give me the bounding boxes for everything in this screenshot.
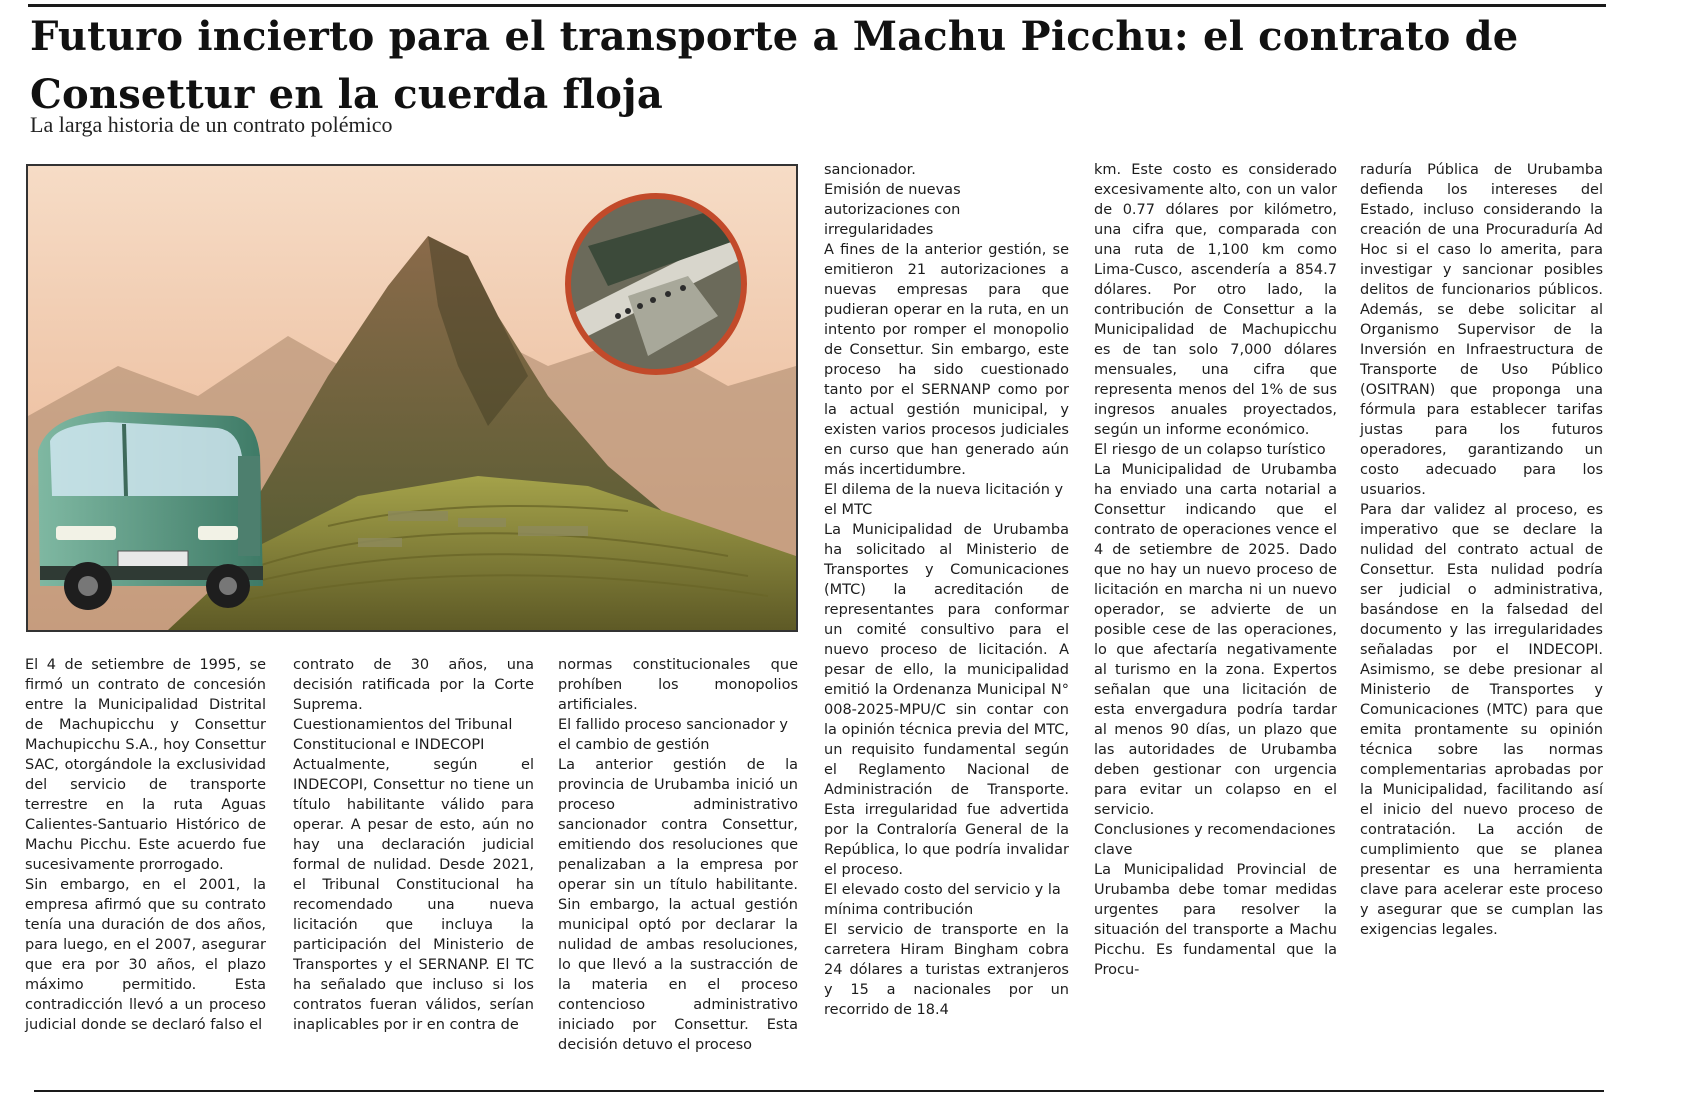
article-photo	[26, 164, 798, 632]
subheading: El dilema de la nueva licitación y el MTC	[824, 482, 1064, 518]
article-column-4	[824, 160, 1069, 1020]
paragraph: Sin embargo, en el 2001, la empresa afirmó que su contrato tenía una duración de dos años, para luego, en el 2007, asegurar que era por 30 años, el plazo máximo permitido. Esta contradicción llevó a un proceso judicial donde se declaró falso el	[25, 877, 266, 1033]
paragraph: La anterior gestión de la provincia de Urubamba inició un proceso administrativo sancionador contra Consettur, emitiendo dos resoluciones que penalizaban a la empresa por operar sin un título habilitante. Sin embargo, la actual gestión municipal optó por declarar la nulidad de ambas resoluciones, lo que llevó a la sustracción de la materia en el proceso contencioso administrativo iniciado por Consettur. Esta decisión detuvo el proceso	[558, 757, 798, 1053]
tour-bus	[38, 411, 263, 610]
subheading: Conclusiones y recomendaciones clave	[1094, 822, 1336, 858]
article-headline: Futuro incierto para el transporte a Machu Picchu: el contrato de Consettur en la cuerda floja	[30, 13, 1519, 118]
paragraph: Para dar validez al proceso, es imperativo que se declare la nulidad del contrato actual de Consettur. Esta nulidad podría ser judicial o administrativa, basándose en la falsedad del documento y las irregularidades señaladas por el INDECOPI. Asimismo, se debe presionar al Ministerio de Transportes y Comunicaciones (MTC) para que emita prontamente su opinión técnica sobre las normas complementarias aprobadas por la Municipalidad, facilitando así el inicio del nuevo proceso de contratación. La acción de cumplimiento que se planea presentar es una herramienta clave para acelerar este proceso y asegurar que se cumplan las exigencias legales.	[1360, 502, 1603, 938]
subheading: Emisión de nuevas autorizaciones con irregularidades	[824, 182, 961, 238]
bottom-rule	[34, 1090, 1604, 1092]
paragraph: La Municipalidad de Urubamba ha solicitado al Ministerio de Transportes y Comunicaciones (MTC) la acreditación de representantes para conformar un comité consultivo para el nuevo proceso de licitación. A pesar de ello, la municipalidad emitió la Ordenanza Municipal N° 008-2025-MPU/C sin contar con la opinión técnica previa del MTC, un requisito fundamental según el Reglamento Nacional de Administración de Transporte. Esta irregularidad fue advertida por la Contraloría General de la República, lo que podría invalidar el proceso.	[824, 522, 1069, 878]
subheading: El riesgo de un colapso turístico	[1094, 442, 1326, 458]
top-rule	[28, 4, 1606, 7]
paragraph: km. Este costo es considerado excesivamente alto, con un valor de 0.77 dólares por kilómetro, una cifra que, comparada con una ruta de 1,100 km como Lima-Cusco, ascendería a 854.7 dólares. Por otro lado, la contribución de Consettur a la Municipalidad de Machupicchu es de tan solo 7,000 dólares mensuales, una cifra que representa menos del 1% de sus ingresos anuales proyectados, según un informe económico.	[1094, 162, 1337, 438]
article-column-1	[25, 655, 266, 1035]
paragraph: A fines de la anterior gestión, se emitieron 21 autorizaciones a nuevas empresas para que pudieran operar en la ruta, en un intento por romper el monopolio de Consettur. Sin embargo, este proceso ha sido cuestionado tanto por el SERNANP como por la actual gestión municipal, y existen varios procesos judiciales en curso que han generado aún más incertidumbre.	[824, 242, 1069, 478]
article-column-6	[1360, 160, 1603, 940]
subheading: El fallido proceso sancionador y el cambio de gestión	[558, 717, 789, 753]
subheading: El elevado costo del servicio y la mínima contribución	[824, 882, 1061, 918]
article-deck: La larga historia de un contrato polémico	[30, 112, 393, 137]
subheading: Cuestionamientos del Tribunal Constitucional e INDECOPI	[293, 717, 513, 753]
paragraph: sancionador.	[824, 162, 916, 178]
article-column-2	[293, 655, 534, 1035]
paragraph: contrato de 30 años, una decisión ratificada por la Corte Suprema.	[293, 657, 534, 713]
paragraph: normas constitucionales que prohíben los monopolios artificiales.	[558, 657, 798, 713]
machu-picchu-bus-illustration	[28, 166, 796, 630]
paragraph: El 4 de setiembre de 1995, se firmó un contrato de concesión entre la Municipalidad Distrital de Machupicchu y Consettur Machupicchu S.A., hoy Consettur SAC, otorgándole la exclusividad del servicio de transporte terrestre en la ruta Aguas Calientes-Santuario Histórico de Machu Picchu. Este acuerdo fue sucesivamente prorrogado.	[25, 657, 266, 873]
paragraph: La Municipalidad de Urubamba ha enviado una carta notarial a Consettur indicando que el contrato de operaciones vence el 4 de setiembre de 2025. Dado que no hay un nuevo proceso de licitación en marcha ni un nuevo operador, se advierte de un posible cese de las operaciones, lo que afectaría negativamente al turismo en la zona. Expertos señalan que una licitación de esta envergadura podría tardar al menos 90 días, un plazo que las autoridades de Urubamba deben gestionar con urgencia para evitar un colapso en el servicio.	[1094, 462, 1337, 818]
paragraph: El servicio de transporte en la carretera Hiram Bingham cobra 24 dólares a turistas extranjeros y 15 a nacionales por un recorrido de 18.4	[824, 922, 1069, 1018]
paragraph: raduría Pública de Urubamba defienda los intereses del Estado, incluso considerando la creación de una Procuraduría Ad Hoc si el caso lo amerita, para investigar y sancionar posibles delitos de funcionarios públicos. Además, se debe solicitar al Organismo Supervisor de la Inversión en Infraestructura de Transporte de Uso Público (OSITRAN) que proponga una fórmula para establecer tarifas justas para los futuros operadores, garantizando un costo adecuado para los usuarios.	[1360, 162, 1603, 498]
article-column-5	[1094, 160, 1337, 980]
paragraph: La Municipalidad Provincial de Urubamba debe tomar medidas urgentes para resolver la situación del transporte a Machu Picchu. Es fundamental que la Procu-	[1094, 862, 1337, 978]
paragraph: Actualmente, según el INDECOPI, Consettur no tiene un título habilitante válido para operar. A pesar de esto, aún no hay una declaración judicial formal de nulidad. Desde 2021, el Tribunal Constitucional ha recomendado una nueva licitación que incluya la participación del Ministerio de Transportes y el SERNANP. El TC ha señalado que incluso si los contratos fueran válidos, serían inaplicables por ir en contra de	[293, 757, 534, 1033]
article-column-3	[558, 655, 798, 1055]
